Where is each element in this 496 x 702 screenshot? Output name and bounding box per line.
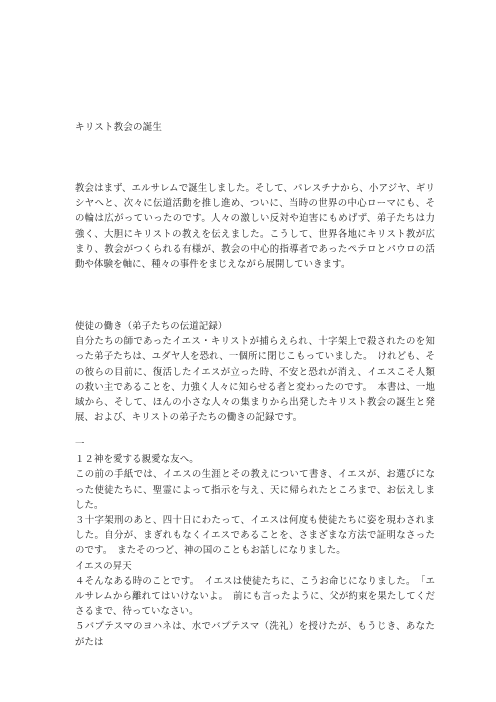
subheading: イエスの昇天 — [75, 560, 132, 572]
section-heading: 使徒の働き（弟子たちの伝道記録） — [75, 321, 228, 332]
verse-line: ４そんなある時のことです。 イエスは使徒たちに、こうお命じになりました。 「エルサレムから離れてはいけないよ。 前にも言ったように、父が約束を果たしてくださるまで、待っていなさい。 — [75, 575, 435, 618]
section-paragraph: 自分たちの師であったイエス・キリストが捕らえられ、十字架上で殺されたのを知った弟子たちは、ユダヤ人を恐れ、一個所に閉じこもっていました。 けれども、その彼らの目前に、復活したイエスが立った時、不安と恐れが消え、イエスこそ人類の救い主であることを、力強く人々に知らせる者と変わったのです。 本書は、一地域から、そして、ほんの小さな人々の集まりから出発したキリスト教会の誕生と発展、および、キリストの弟子たちの働きの記録です。 — [75, 336, 435, 424]
verse-line: １２神を愛する親愛な友へ。 — [75, 454, 199, 466]
chapter-marker: 一 — [75, 439, 85, 450]
verse-line: この前の手紙では、イエスの生涯とその教えについて書き、イエスが、お選びになった使徒たちに、聖霊によって指示を与え、天に帰られたところまで、お伝えしました。 — [75, 469, 435, 511]
verse-line: ５バプテスマのヨハネは、水でバプテスマ（洗礼）を授けたが、もうじき、あなたがたは — [75, 621, 435, 648]
intro-paragraph: 教会はまず、エルサレムで誕生しました。そして、パレスチナから、小アジヤ、ギリシヤへと、次々に伝道活動を推し進め、ついに、当時の世界の中心ローマにも、その輪は広がっていったのです。人々の激しい反対や迫害にもめげず、弟子たちは力強く、大胆にキリストの教えを伝えました。こうして、世界各地にキリスト教が広まり、教会がつくられる有様が、教会の中心的指導者であったペテロとパウロの活動や体験を軸に、種々の事件をまじえながら展開していきます。 — [75, 183, 435, 271]
acts-section — [75, 319, 435, 425]
verse-line: ３十字架刑のあと、四十日にわたって、イエスは何度も使徒たちに姿を現わされました。自分が、まぎれもなくイエスであることを、さまざまな方法で証明なさったのです。 またそのつど、神の国のこともお話しになりました。 — [75, 515, 435, 557]
chapter-text — [75, 437, 435, 650]
intro-paragraph-block — [75, 181, 435, 272]
document-title: キリスト教会の誕生 — [75, 122, 163, 133]
